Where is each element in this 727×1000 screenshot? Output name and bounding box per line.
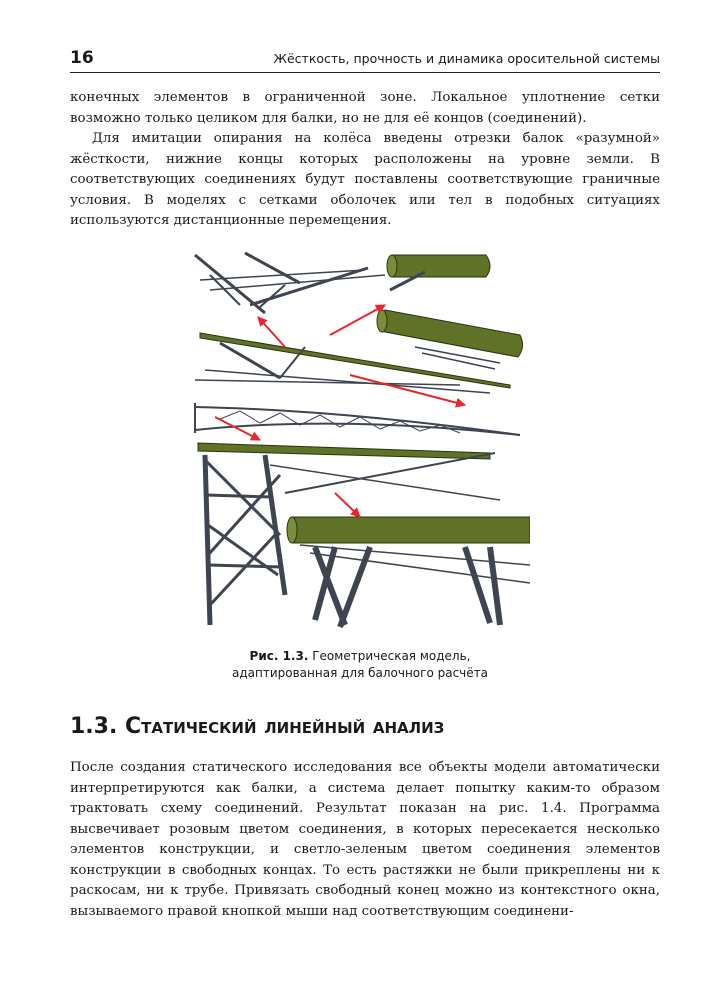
intro-paragraph-2: Для имитации опирания на колёса введены отрезки балок «разумной» жёсткости, нижние концы которых расположены на уровне земли. В соответствующих соединениях будут поставлены соответствующие граничные условия. В моделях с сетками оболочек или тел в подобных ситуациях используются дистанционные перемещения. bbox=[70, 131, 660, 228]
page-number: 16 bbox=[70, 48, 94, 68]
pipe-detail-top bbox=[387, 255, 490, 290]
truss-fragment-top bbox=[195, 253, 385, 313]
intro-paragraph-1: конечных элементов в ограниченной зоне. Локальное уплотнение сетки возможно только целиком для балки, но не для её концов (соединений). bbox=[70, 90, 660, 126]
section-title: Статический линейный анализ bbox=[125, 714, 445, 739]
pipe-detail-bottom bbox=[287, 517, 530, 627]
caption-label: Рис. 1.3. bbox=[249, 649, 309, 663]
figure-caption bbox=[190, 648, 530, 682]
pipe-detail-middle bbox=[377, 310, 523, 369]
section-number: 1.3. bbox=[70, 714, 118, 739]
section-heading bbox=[70, 714, 444, 739]
running-title: Жёсткость, прочность и динамика оросительной системы bbox=[273, 51, 660, 66]
truss-span bbox=[195, 403, 520, 435]
caption-line-2: адаптированная для балочного расчёта bbox=[232, 666, 488, 680]
section-body-paragraph: После создания статического исследования все объекты модели автоматически интерпретируются как балки, а система делает попытку каким-то образом трактовать схему соединений. Результат показан на рис. 1.4. Программа высвечивает розовым цветом соединения, в которых пересекается несколько элементов конструкции, и светло-зеленым цветом соединения элементов конструкции в свободных концах. То есть растяжки не были прикреплены ни к раскосам, ни к трубе. Привязать свободный конец можно из контекстного окна, вызываемого правой кнопкой мыши над соответствующим соединени- bbox=[70, 760, 660, 919]
beam-model-figure bbox=[190, 235, 530, 635]
page-header bbox=[70, 46, 660, 73]
caption-line-1: Геометрическая модель, bbox=[312, 649, 471, 663]
